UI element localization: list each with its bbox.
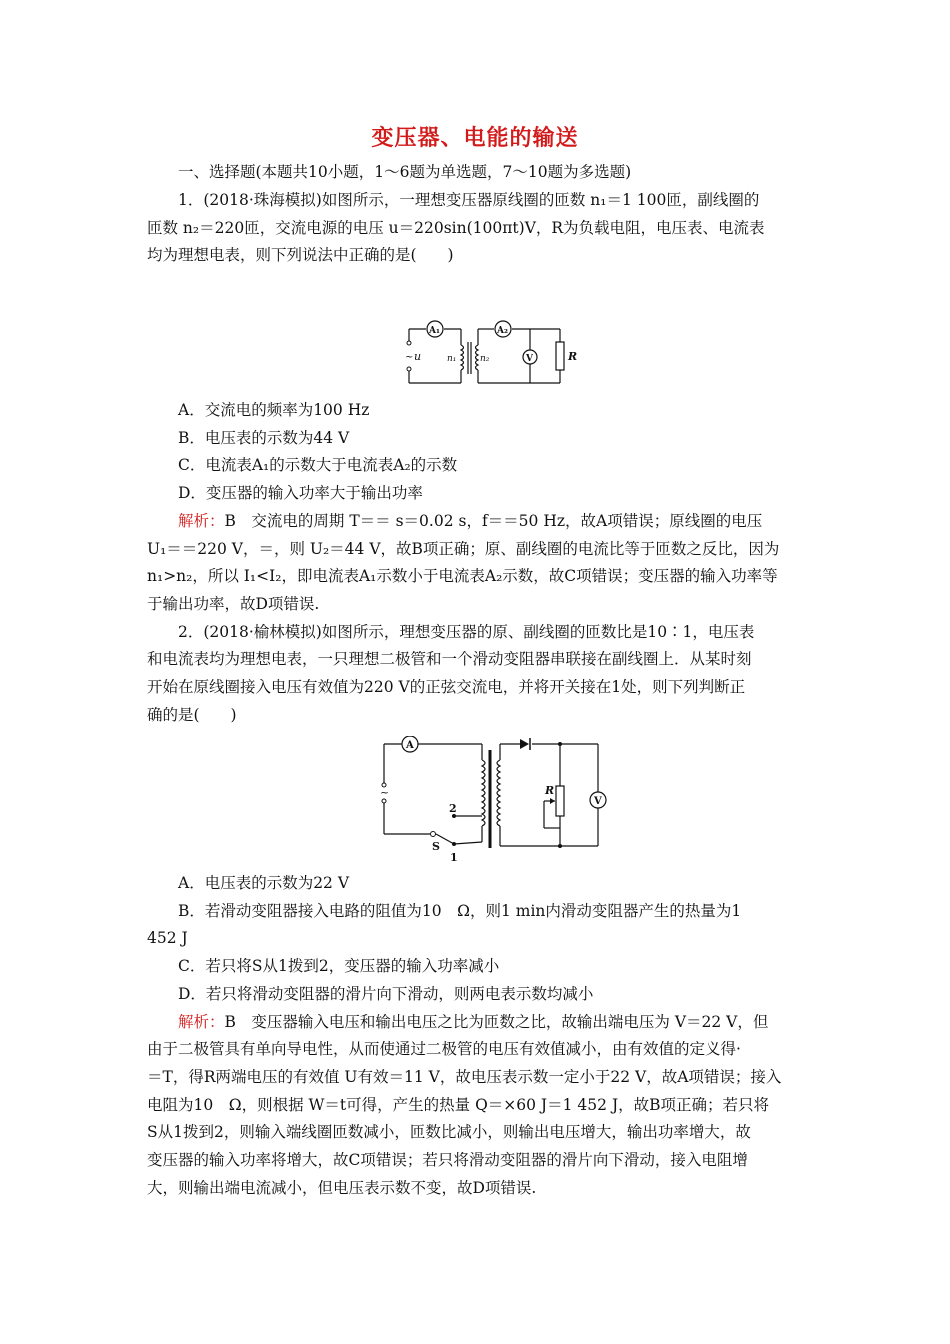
svg-text:~: ~: [380, 786, 390, 799]
q1-ammeter-a1-label: A₁: [429, 326, 440, 336]
q2-stem-line: 2．(2018·榆林模拟)如图所示，理想变压器的原、副线圈的匝数比是10∶1，电压表: [178, 623, 755, 641]
q1-ammeter-a2-label: A₂: [497, 326, 508, 336]
q1-analysis-line: U₁＝＝220 V，＝，则 U₂＝44 V，故B项正确；原、副线圈的电流比等于匝数之反比，因为: [147, 540, 780, 558]
q1-n1-label: n₁: [447, 354, 457, 364]
q2-analysis-line: 由于二极管具有单向导电性，从而使通过二极管的电压有效值减小，由有效值的定义得·: [147, 1040, 741, 1058]
q2-option-d: D．若只将滑动变阻器的滑片向下滑动，则两电表示数均减小: [178, 985, 594, 1003]
q1-stem-line: 均为理想电表，则下列说法中正确的是( ): [147, 246, 454, 264]
section-header: 一、选择题(本题共10小题，1～6题为单选题，7～10题为多选题): [178, 163, 632, 181]
q1-option-c: C．电流表A₁的示数大于电流表A₂的示数: [178, 456, 458, 474]
q2-analysis-line: 解析：B 变压器输入电压和输出电压之比为匝数之比，故输出端电压为 V＝22 V，但: [178, 1013, 769, 1031]
q2-stem-line: 确的是( ): [147, 706, 237, 724]
q2-switch-label: S: [432, 840, 440, 853]
q2-stem-line: 开始在原线圈接入电压有效值为220 V的正弦交流电，并将开关接在1处，则下列判断正: [147, 678, 746, 696]
q1-analysis-line: n₁>n₂，所以 I₁<I₂，即电流表A₁示数小于电流表A₂示数，故C项错误；变压器的输入功率等: [147, 567, 778, 585]
q2-option-c: C．若只将S从1拨到2，变压器的输入功率减小: [178, 957, 500, 975]
q2-option-b: B．若滑动变阻器接入电路的阻值为10 Ω，则1 min内滑动变阻器产生的热量为1: [178, 902, 742, 920]
q1-option-b: B．电压表的示数为44 V: [178, 429, 350, 447]
q1-stem-line: 匝数 n₂＝220匝，交流电源的电压 u＝220sin(100πt)V，R为负载电阻，电压表、电流表: [147, 219, 765, 237]
q1-analysis-line: 于输出功率，故D项错误.: [147, 595, 320, 613]
q2-position-2-label: 2: [449, 802, 457, 815]
q2-ammeter-label: A: [406, 740, 414, 751]
q2-analysis-line: ＝T，得R两端电压的有效值 U有效＝11 V，故电压表示数一定小于22 V，故A项错误；接入: [147, 1068, 782, 1086]
q2-analysis-line: 变压器的输入功率将增大，故C项错误；若只将滑动变阻器的滑片向下滑动，接入电阻增: [147, 1151, 748, 1169]
q1-source-label: u: [414, 350, 422, 363]
q2-diode-transformer-circuit-figure: [372, 736, 612, 864]
svg-text:~: ~: [405, 352, 414, 363]
q2-analysis-label: 解析：: [178, 1013, 225, 1031]
q2-analysis-line: 电阻为10 Ω，则根据 W＝t可得，产生的热量 Q＝×60 J＝1 452 J，故B项正确；若只将: [147, 1096, 770, 1114]
q1-n2-label: n₂: [480, 354, 490, 364]
q2-stem-line: 和电流表均为理想电表，一只理想二极管和一个滑动变阻器串联接在副线圈上．从某时刻: [147, 650, 752, 668]
q1-analysis-line: 解析：B 交流电的周期 T＝＝ s＝0.02 s，f＝＝50 Hz，故A项错误；原线圈的电压: [178, 512, 763, 530]
q2-position-1-label: 1: [450, 851, 458, 864]
q1-voltmeter-label: V: [526, 354, 533, 364]
q2-option-b-cont: 452 J: [147, 929, 188, 947]
q1-transformer-circuit-figure: [400, 320, 590, 392]
q2-option-a: A．电压表的示数为22 V: [178, 874, 350, 892]
q2-rheostat-label: R: [545, 784, 555, 797]
q1-analysis-label: 解析：: [178, 512, 225, 530]
q2-voltmeter-label: V: [594, 796, 602, 807]
page-title: 变压器、电能的输送: [371, 125, 579, 151]
q2-analysis-line: S从1拨到2，则输入端线圈匝数减小，匝数比减小，则输出电压增大，输出功率增大，故: [147, 1123, 751, 1141]
q1-option-d: D．变压器的输入功率大于输出功率: [178, 484, 423, 502]
q1-option-a: A．交流电的频率为100 Hz: [178, 401, 370, 419]
q1-stem-line: 1．(2018·珠海模拟)如图所示，一理想变压器原线圈的匝数 n₁＝1 100匝，副线圈的: [178, 191, 760, 209]
q1-resistor-label: R: [568, 350, 578, 363]
q2-analysis-line: 大，则输出端电流减小，但电压表示数不变，故D项错误.: [147, 1179, 537, 1197]
